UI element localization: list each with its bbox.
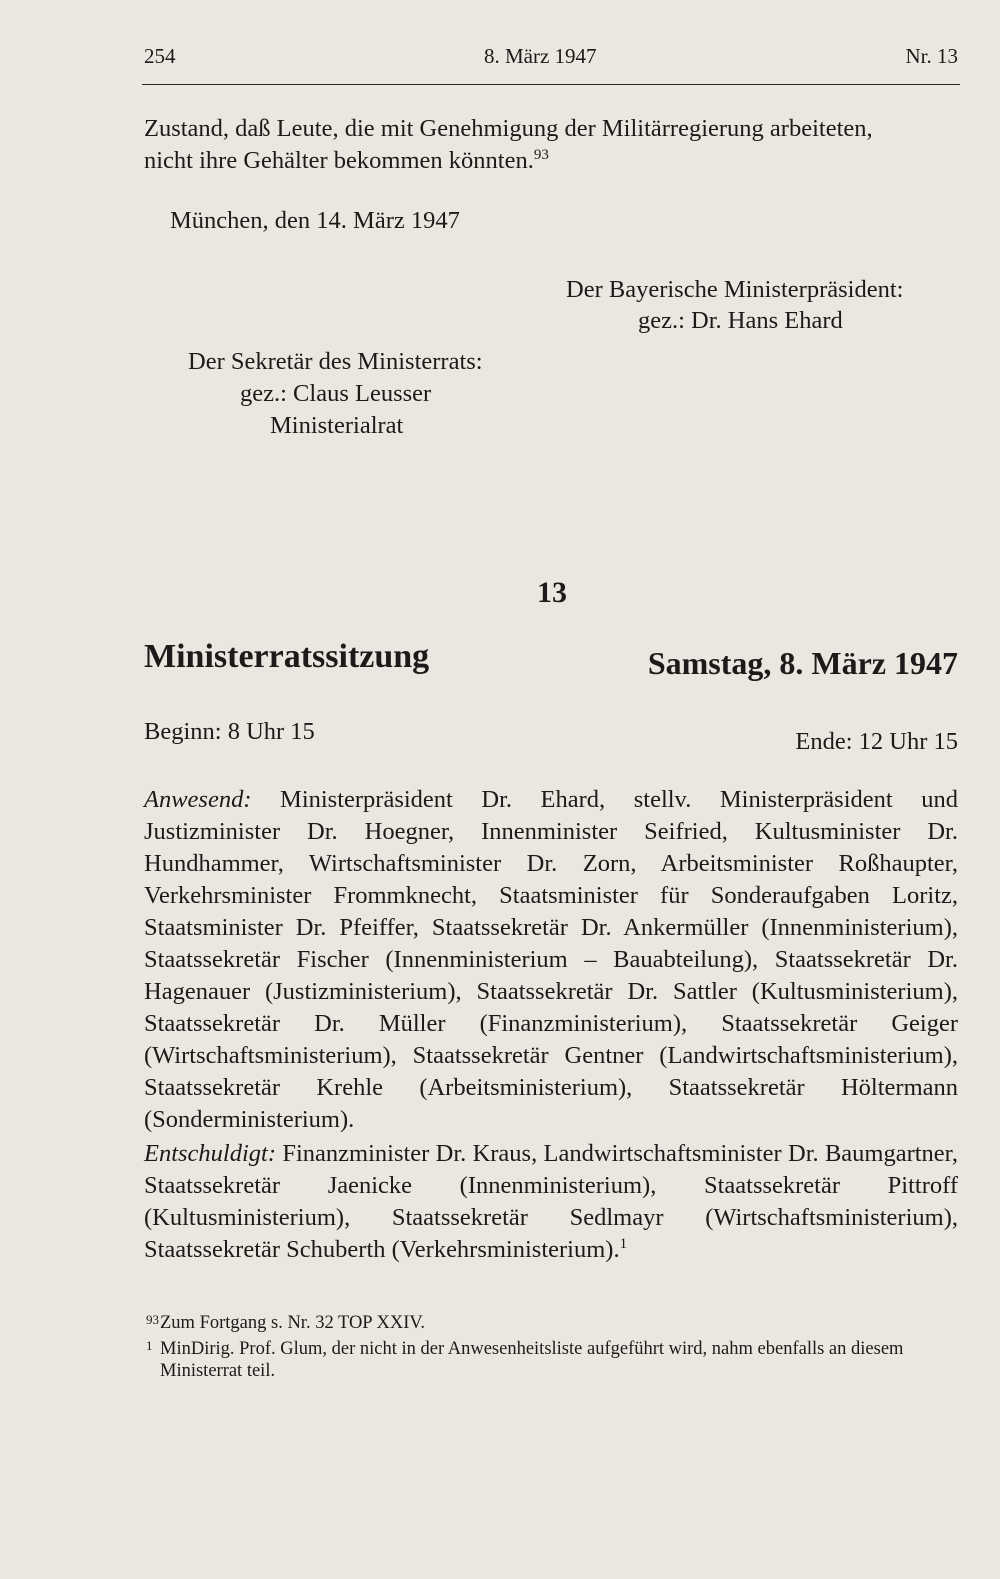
president-title: Der Bayerische Ministerpräsident: bbox=[566, 276, 904, 303]
secretary-title: Der Sekretär des Ministerrats: bbox=[188, 348, 483, 375]
closing-line-1: Zustand, daß Leute, die mit Genehmigung der Militärregierung arbeiteten, bbox=[144, 115, 873, 142]
excused-label: Entschuldigt: bbox=[144, 1140, 277, 1167]
president-signature: gez.: Dr. Hans Ehard bbox=[638, 307, 843, 334]
footnote-1 bbox=[146, 1338, 958, 1382]
footnote-ref-1: 1 bbox=[619, 1236, 628, 1252]
place-date: München, den 14. März 1947 bbox=[170, 207, 460, 234]
start-time: Beginn: 8 Uhr 15 bbox=[144, 718, 315, 745]
end-time: Ende: 12 Uhr 15 bbox=[795, 728, 958, 755]
page-number: 254 bbox=[144, 44, 176, 68]
footnote-1-mark: 1 bbox=[146, 1338, 153, 1353]
closing-line-2-text: nicht ihre Gehälter bekommen könnten. bbox=[144, 147, 534, 174]
document-title: Ministerratssitzung bbox=[144, 638, 430, 675]
present-label: Anwesend: bbox=[144, 786, 252, 813]
footnote-1-text: MinDirig. Prof. Glum, der nicht in der Anwesenheitsliste aufgeführt wird, nahm ebenfalls an diesem Ministerrat teil. bbox=[160, 1339, 904, 1381]
secretary-signature: gez.: Claus Leusser bbox=[240, 380, 432, 407]
footnote-93 bbox=[146, 1312, 958, 1334]
attendance-excused bbox=[144, 1138, 958, 1266]
excused-text: Finanzminister Dr. Kraus, Landwirtschaftsminister Dr. Baumgartner, Staatssekretär Jaenicke (Innenministerium), Staatssekretär Pittroff (Kultusministerium), Staatssekretär Sedlmayr (Wirtschaftsministerium), Staatssekretär Schuberth (Verkehrsministerium). bbox=[144, 1140, 958, 1263]
closing-line-2 bbox=[144, 145, 549, 177]
footnote-93-mark: 93 bbox=[146, 1312, 159, 1327]
attendance-present bbox=[144, 784, 958, 1136]
footnote-ref-93: 93 bbox=[533, 147, 549, 163]
footnote-93-text: Zum Fortgang s. Nr. 32 TOP XXIV. bbox=[160, 1313, 426, 1333]
present-text: Ministerpräsident Dr. Ehard, stellv. Ministerpräsident und Justizminister Dr. Hoegner, Innenminister Seifried, Kultusminister Dr. Hundhammer, Wirtschaftsminister Dr. Zorn, Arbeitsminister Roßhaupter, Verkehrsminister Frommknecht, Staatsminister für Sonderaufgaben Loritz, Staatsminister Dr. Pfeiffer, Staatssekretär Dr. Ankermüller (Innenministerium), Staatssekretär Fischer (Innenministerium – Bauabteilung), Staatssekretär Dr. Hagenauer (Justizministerium), Staatssekretär Dr. Sattler (Kultusministerium), Staatssekretär Dr. Müller (Finanzministerium), Staatssekretär Geiger (Wirtschaftsministerium), Staatssekretär Gentner (Landwirtschaftsministerium), Staatssekretär Krehle (Arbeitsministerium), Staatssekretär Höltermann (Sonderministerium). bbox=[144, 786, 958, 1133]
secretary-rank: Ministerialrat bbox=[270, 412, 404, 439]
header-issue: Nr. 13 bbox=[905, 44, 958, 68]
header-rule bbox=[142, 84, 960, 85]
header-date: 8. März 1947 bbox=[484, 44, 597, 68]
document-number: 13 bbox=[537, 576, 567, 609]
document-date: Samstag, 8. März 1947 bbox=[647, 645, 958, 681]
